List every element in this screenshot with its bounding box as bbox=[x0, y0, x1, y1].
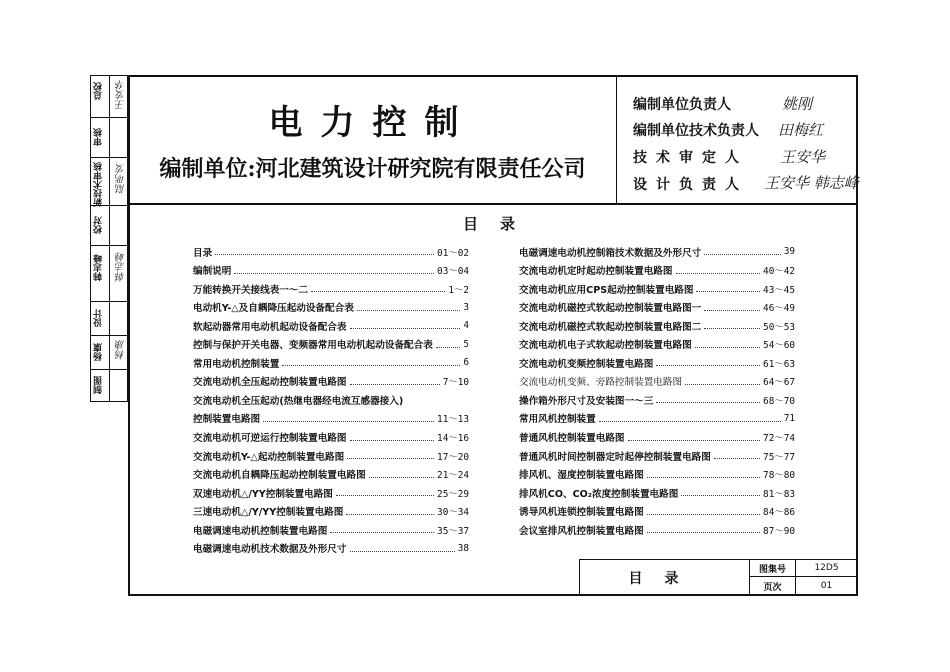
toc-entry bbox=[519, 374, 795, 389]
responsibility-label: 编制单位负责人 bbox=[633, 97, 731, 113]
toc-entry-pages: 39 bbox=[783, 246, 795, 257]
toc-leader-dots bbox=[647, 477, 760, 478]
toc-entry-title: 常用电动机控制装置 bbox=[193, 358, 280, 370]
toc-entry bbox=[193, 300, 469, 315]
toc-leader-dots bbox=[696, 291, 760, 292]
sidebar-label: 新技术审核 bbox=[94, 162, 104, 207]
toc-entry bbox=[193, 504, 469, 519]
toc-entry bbox=[193, 467, 469, 482]
toc-entry-pages: 17～20 bbox=[437, 451, 469, 463]
toc-entry-title: 排风机CO、CO₂浓度控制装置电路图 bbox=[519, 488, 679, 500]
sidebar-label: 总校 bbox=[94, 82, 104, 100]
toc-leader-dots bbox=[647, 514, 760, 515]
sidebar-label: 制图 bbox=[94, 376, 104, 394]
toc-leader-dots bbox=[704, 328, 760, 329]
signature: 陆明安 bbox=[116, 164, 127, 194]
sidebar-label: 审核 bbox=[94, 128, 104, 146]
signature: 姚刚 bbox=[782, 95, 813, 113]
toc-entry bbox=[193, 355, 469, 370]
toc-entry bbox=[193, 541, 469, 556]
page-label: 页次 bbox=[750, 577, 796, 595]
signature: 王安华 bbox=[780, 148, 826, 166]
toc-entry-title: 双速电动机△/YY控制装置电路图 bbox=[193, 488, 333, 500]
toc-leader-dots bbox=[714, 458, 760, 459]
toc-entry-pages: 7～10 bbox=[442, 377, 469, 389]
sidebar-row bbox=[91, 158, 129, 206]
toc-entry-title: 交流电动机可逆运行控制装置电路图 bbox=[193, 433, 347, 444]
toc-entry-title: 编制说明 bbox=[193, 266, 232, 278]
toc-entry-title: 普通风机时间控制器定时起停控制装置电路图 bbox=[519, 451, 711, 463]
toc-entry-pages: 4 bbox=[463, 320, 469, 332]
toc-entry-pages: 50～53 bbox=[763, 321, 795, 333]
toc-leader-dots bbox=[350, 328, 461, 329]
sidebar-row bbox=[91, 246, 129, 302]
toc-leader-dots bbox=[685, 384, 760, 385]
toc-entry-title: 交流电动机全压起动控制装置电路图 bbox=[193, 377, 347, 389]
signature: 王安华 bbox=[116, 80, 127, 110]
toc-leader-dots bbox=[234, 273, 434, 274]
sidebar-row bbox=[91, 118, 129, 158]
toc-heading: 目录 bbox=[462, 215, 537, 233]
toc-entry-pages: 71 bbox=[783, 412, 795, 424]
toc-leader-dots bbox=[350, 551, 455, 552]
toc-entry-title: 交流电动机Y-△起动控制装置电路图 bbox=[193, 451, 345, 463]
toc-entry-pages: 84～86 bbox=[763, 507, 795, 519]
toc-entry-title: 目录 bbox=[193, 247, 213, 259]
toc-leader-dots bbox=[676, 273, 761, 274]
responsibility-label: 技术审定人 bbox=[633, 150, 748, 166]
toc-entry bbox=[193, 430, 469, 445]
toc-entry-title: 电磁调速电动机技术数据及外形尺寸 bbox=[193, 544, 347, 556]
toc-entry bbox=[519, 467, 795, 482]
toc-entry-title: 软起动器常用电动机起动设备配合表 bbox=[193, 321, 347, 333]
toc-entry bbox=[519, 392, 795, 407]
toc-entry bbox=[519, 337, 795, 352]
sidebar-label: 校对 bbox=[94, 216, 104, 234]
responsibility-label: 编制单位技术负责人 bbox=[633, 123, 759, 139]
toc-entry bbox=[193, 411, 469, 426]
toc-entry-title: 交流电动机电子式软起动控制装置电路图 bbox=[519, 340, 692, 352]
toc-entry-title: 控制与保护开关电器、变频器常用电动机起动设备配合表 bbox=[193, 340, 433, 352]
toc-entry-title: 排风机、湿度控制装置电路图 bbox=[519, 470, 644, 482]
page-number: 01 bbox=[820, 581, 833, 591]
toc-entry bbox=[519, 355, 795, 370]
toc-entry bbox=[519, 448, 795, 463]
toc-entry-pages: 1～2 bbox=[448, 284, 469, 296]
toc-leader-dots bbox=[215, 254, 434, 255]
toc-entry-title: 交流电动机磁控式软起动控制装置电路图一 bbox=[519, 303, 702, 315]
toc-entry-pages: 64～67 bbox=[763, 377, 795, 389]
toc-leader-dots bbox=[656, 402, 760, 403]
sheet-title: 目录 bbox=[580, 560, 750, 595]
toc-entry bbox=[519, 318, 795, 333]
toc-entry-title: 常用风机控制装置 bbox=[519, 414, 596, 426]
toc-leader-dots bbox=[695, 347, 760, 348]
toc-entry bbox=[519, 522, 795, 537]
toc-leader-dots bbox=[681, 495, 760, 496]
toc-entry bbox=[519, 263, 795, 278]
signature: 王安华 韩志峰 bbox=[764, 174, 859, 192]
toc-entry bbox=[519, 485, 795, 500]
toc-entry bbox=[519, 411, 795, 426]
toc-leader-dots bbox=[346, 514, 434, 515]
toc-entry-pages: 68～70 bbox=[763, 395, 795, 407]
toc-entry bbox=[193, 448, 469, 463]
toc-entry-pages: 43～45 bbox=[763, 284, 795, 296]
toc-leader-dots bbox=[704, 254, 780, 255]
toc-entry-title: 控制装置电路图 bbox=[193, 414, 261, 426]
toc-entry bbox=[193, 522, 469, 537]
toc-leader-dots bbox=[369, 477, 434, 478]
toc-entry-pages: 11～13 bbox=[437, 414, 469, 426]
toc-leader-dots bbox=[647, 532, 760, 533]
toc-entry-title: 交流电动机变频、旁路控制装置电路图 bbox=[519, 377, 683, 389]
header-separator bbox=[128, 203, 858, 205]
toc-entry-pages: 25～29 bbox=[437, 488, 469, 500]
toc-entry bbox=[519, 300, 795, 315]
sidebar-label: 韩志峰 bbox=[94, 254, 104, 281]
toc-entry bbox=[193, 318, 469, 333]
toc-leader-dots bbox=[436, 347, 461, 348]
toc-entry-title: 电磁调速电动机控制箱技术数据及外形尺寸 bbox=[519, 247, 702, 259]
toc-entry bbox=[193, 374, 469, 389]
toc-entry bbox=[519, 281, 795, 296]
signature-sidebar bbox=[90, 75, 128, 402]
toc-entry bbox=[193, 244, 469, 259]
toc-entry-pages: 40～42 bbox=[763, 266, 795, 278]
toc-entry bbox=[193, 392, 469, 407]
responsibility-label: 设计负责人 bbox=[633, 177, 748, 193]
signature: 韩志峰 bbox=[116, 252, 127, 282]
toc-entry-title: 三速电动机△/Y/YY控制装置电路图 bbox=[193, 507, 344, 519]
sidebar-row bbox=[91, 302, 129, 336]
toc-entry-pages: 54～60 bbox=[763, 340, 795, 352]
signature: 田梅红 bbox=[778, 121, 824, 139]
toc-entry-title: 交流电动机定时起动控制装置电路图 bbox=[519, 266, 673, 278]
toc-leader-dots bbox=[350, 384, 440, 385]
responsibility-divider bbox=[616, 75, 617, 204]
toc-entry bbox=[519, 430, 795, 445]
organization-name: 编制单位:河北建筑设计研究院有限责任公司 bbox=[159, 156, 586, 182]
toc-entry bbox=[193, 485, 469, 500]
toc-entry-title: 电动机Y-△及自耦降压起动设备配合表 bbox=[193, 303, 354, 315]
toc-leader-dots bbox=[628, 440, 761, 441]
toc-entry-pages: 35～37 bbox=[437, 525, 469, 537]
toc-entry-pages: 78～80 bbox=[763, 470, 795, 482]
toc-leader-dots bbox=[350, 440, 435, 441]
toc-leader-dots bbox=[311, 291, 445, 292]
toc-entry-pages: 21～24 bbox=[437, 470, 469, 482]
toc-leader-dots bbox=[357, 310, 461, 311]
toc-leader-dots bbox=[704, 310, 760, 311]
toc-entry bbox=[193, 337, 469, 352]
toc-entry-pages: 5 bbox=[463, 338, 469, 350]
toc-leader-dots bbox=[347, 458, 434, 459]
toc-leader-dots bbox=[656, 365, 760, 366]
toc-entry bbox=[193, 263, 469, 278]
toc-entry-title: 交流电动机磁控式软起动控制装置电路图二 bbox=[519, 321, 702, 333]
sidebar-label: 杨康 bbox=[94, 343, 104, 361]
toc-entry-title: 普通风机控制装置电路图 bbox=[519, 433, 625, 444]
sidebar-row bbox=[91, 370, 129, 401]
atlas-no-label: 图集号 bbox=[750, 560, 796, 577]
toc-entry-title: 交流电动机全压起动(热继电器经电流互感器接入) bbox=[193, 395, 404, 407]
title-block bbox=[579, 559, 858, 596]
toc-entry-title: 交流电动机变频控制装置电路图 bbox=[519, 358, 654, 370]
sidebar-row bbox=[91, 336, 129, 370]
toc-leader-dots bbox=[599, 421, 781, 422]
toc-leader-dots bbox=[330, 532, 434, 533]
toc-entry-pages: 61～63 bbox=[763, 358, 795, 370]
toc-entry bbox=[519, 504, 795, 519]
toc-entry-title: 会议室排风机控制装置电路图 bbox=[519, 525, 644, 537]
toc-entry-pages: 81～83 bbox=[763, 488, 795, 500]
toc-entry-pages: 14～16 bbox=[437, 433, 469, 444]
toc-entry-title: 操作箱外形尺寸及安装图一～三 bbox=[519, 395, 654, 407]
toc-entry-pages: 6 bbox=[463, 357, 469, 369]
atlas-no: 12D5 bbox=[796, 560, 857, 577]
sidebar-label: 设计 bbox=[94, 309, 104, 327]
toc-entry-pages: 46～49 bbox=[763, 303, 795, 315]
toc-entry-title: 电磁调速电动机控制装置电路图 bbox=[193, 525, 328, 537]
toc-entry-title: 交流电动机自耦降压起动控制装置电路图 bbox=[193, 470, 366, 482]
toc-entry bbox=[519, 244, 795, 259]
page-title: 电力控制 bbox=[268, 103, 477, 143]
signature: 杨康 bbox=[116, 340, 127, 360]
toc-leader-dots bbox=[263, 421, 434, 422]
toc-entry-pages: 01～02 bbox=[437, 247, 469, 259]
toc-entry-pages: 30～34 bbox=[437, 507, 469, 519]
toc-entry-title: 万能转换开关接线表一～二 bbox=[193, 284, 309, 296]
toc-entry-pages: 75～77 bbox=[763, 451, 795, 463]
toc-entry-pages: 38 bbox=[457, 542, 469, 554]
toc-leader-dots bbox=[336, 495, 434, 496]
toc-entry-pages: 72～74 bbox=[763, 433, 795, 444]
toc-entry-title: 交流电动机应用CPS起动控制装置电路图 bbox=[519, 284, 694, 296]
toc-entry-pages: 87～90 bbox=[763, 525, 795, 537]
sidebar-row bbox=[91, 76, 129, 118]
toc-entry-pages: 3 bbox=[463, 301, 469, 313]
toc-leader-dots bbox=[282, 365, 460, 366]
toc-entry-pages: 03～04 bbox=[437, 266, 469, 278]
toc-entry-title: 诱导风机连锁控制装置电路图 bbox=[519, 507, 644, 519]
toc-entry bbox=[193, 281, 469, 296]
sidebar-row bbox=[91, 206, 129, 246]
